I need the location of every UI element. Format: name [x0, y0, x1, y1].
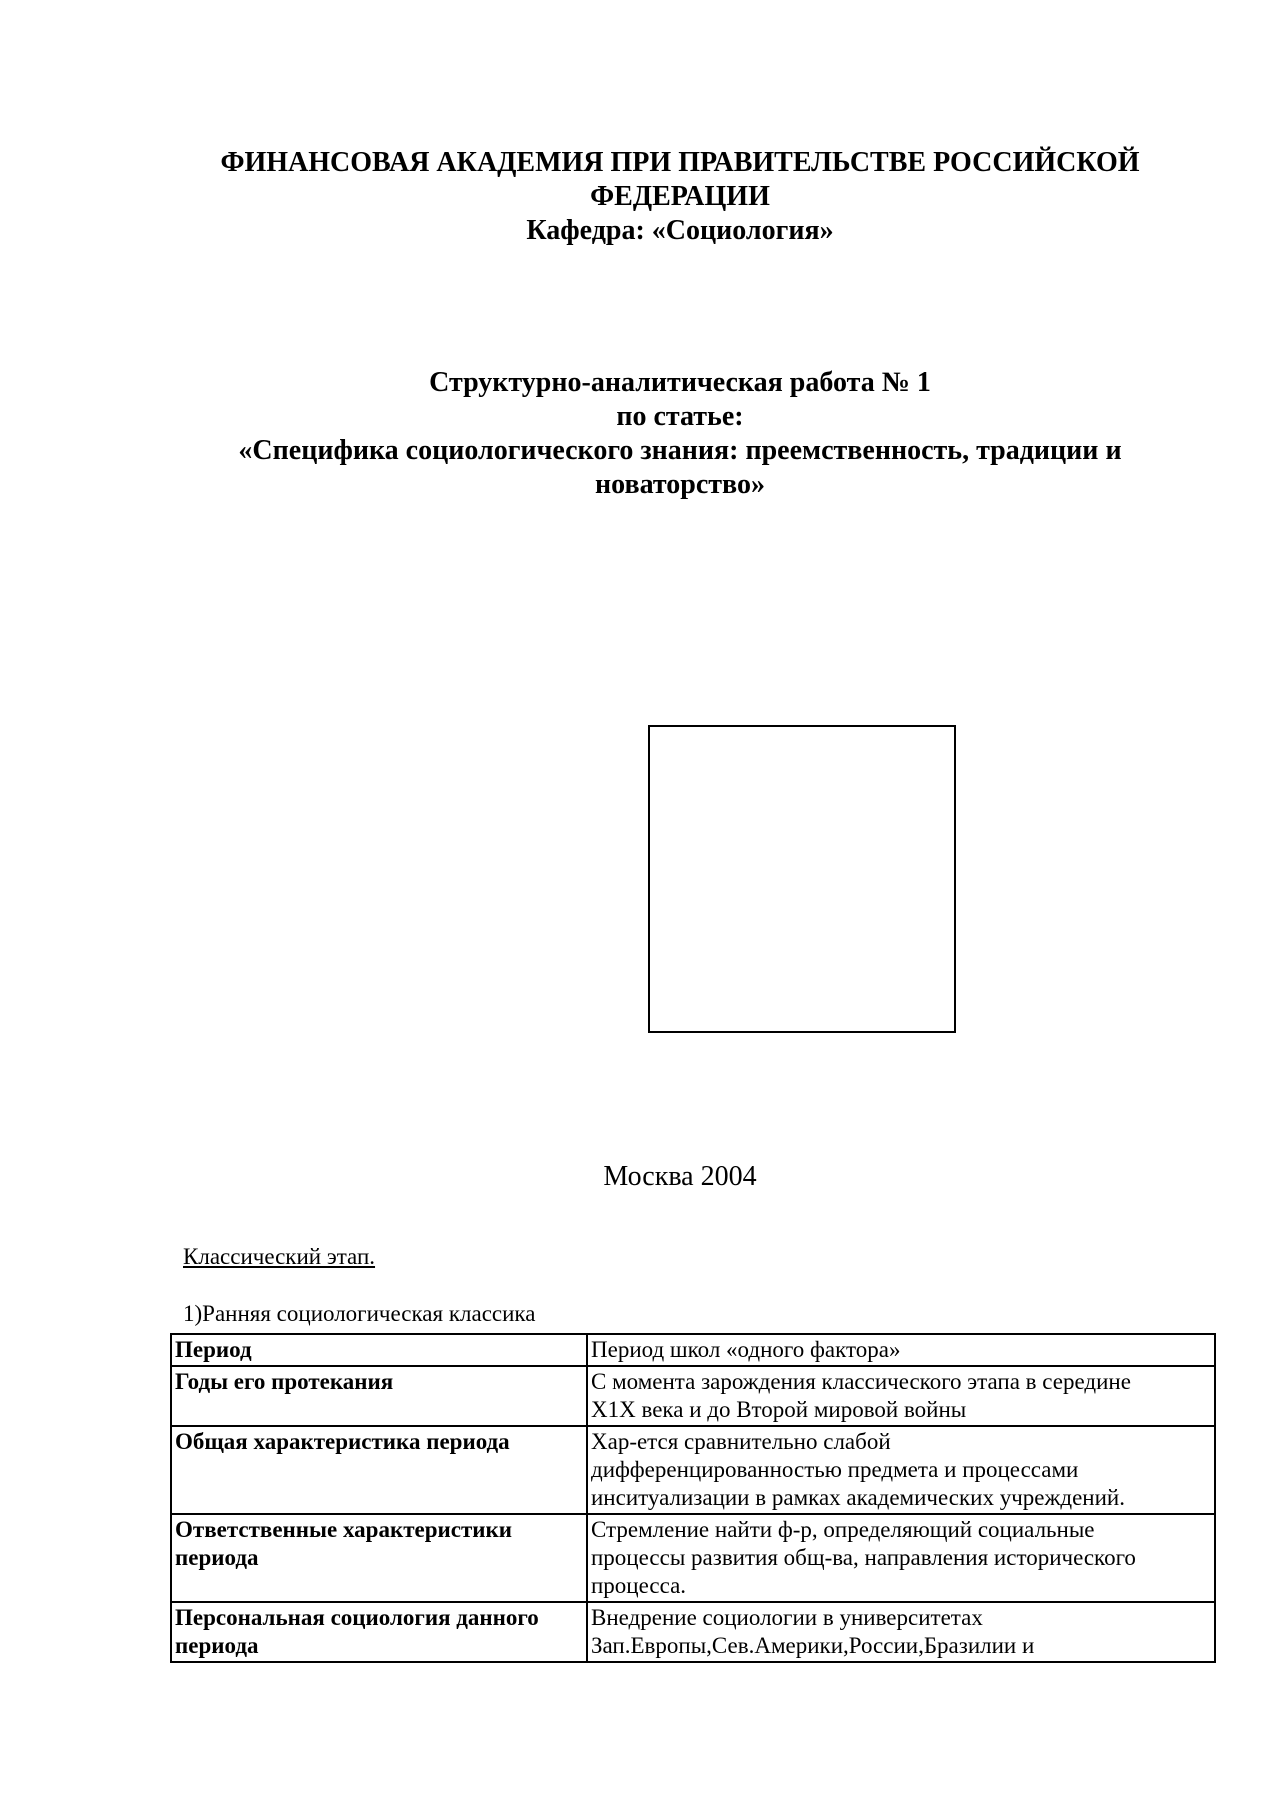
- table-row: [171, 1334, 1215, 1366]
- row-label: Персональная социология данного периода: [171, 1602, 587, 1662]
- period-table: [170, 1333, 1216, 1663]
- row-value-line: С момента зарождения классического этапа в середине: [591, 1369, 1131, 1394]
- table-row: [171, 1426, 1215, 1514]
- work-title-line3: «Специфика социологического знания: преемственность, традиции и: [238, 435, 1122, 466]
- department-name: Кафедра: «Социология»: [526, 215, 834, 246]
- row-value-line: Зап.Европы,Сев.Америки,России,Бразилии и: [591, 1633, 1035, 1658]
- work-title-line1: Структурно-аналитическая работа № 1: [429, 367, 931, 398]
- row-value: [587, 1366, 1215, 1426]
- table-row: [171, 1514, 1215, 1602]
- table-row: [171, 1366, 1215, 1426]
- institution-name-line1: ФИНАНСОВАЯ АКАДЕМИЯ ПРИ ПРАВИТЕЛЬСТВЕ РОССИЙСКОЙ: [220, 147, 1140, 178]
- row-label: Общая характеристика периода: [171, 1426, 587, 1514]
- section-heading: Классический этап.: [183, 1244, 376, 1269]
- row-value-line: дифференцированностью предмета и процессами: [591, 1457, 1079, 1482]
- row-label: Ответственные характеристики периода: [171, 1514, 587, 1602]
- institution-header: [170, 146, 1190, 248]
- row-value-line: Стремление найти ф-р, определяющий социальные: [591, 1517, 1095, 1542]
- row-value: [587, 1334, 1215, 1366]
- row-value-line: процессы развития общ-ва, направления исторического: [591, 1545, 1136, 1570]
- row-value-line: Хар-ется сравнительно слабой: [591, 1429, 891, 1454]
- row-label: Годы его протекания: [171, 1366, 587, 1426]
- row-value: [587, 1602, 1215, 1662]
- row-value-line: процесса.: [591, 1573, 687, 1598]
- row-value-line: Внедрение социологии в университетах: [591, 1605, 983, 1630]
- row-label: Период: [171, 1334, 587, 1366]
- row-value-line: инситуализации в рамках академических учреждений.: [591, 1485, 1125, 1510]
- subsection-heading: 1)Ранняя социологическая классика: [183, 1301, 536, 1326]
- city-year: Москва 2004: [603, 1161, 757, 1192]
- image-placeholder-frame: [648, 725, 956, 1033]
- row-value: [587, 1426, 1215, 1514]
- row-value-line: Х1Х века и до Второй мировой войны: [591, 1397, 967, 1422]
- institution-name-line2: ФЕДЕРАЦИИ: [590, 181, 770, 212]
- work-title: [170, 366, 1190, 502]
- work-title-line4: новаторство»: [595, 469, 765, 500]
- row-value-line: Период школ «одного фактора»: [591, 1337, 901, 1362]
- row-value: [587, 1514, 1215, 1602]
- table-row: [171, 1602, 1215, 1662]
- work-title-line2: по статье:: [616, 401, 744, 432]
